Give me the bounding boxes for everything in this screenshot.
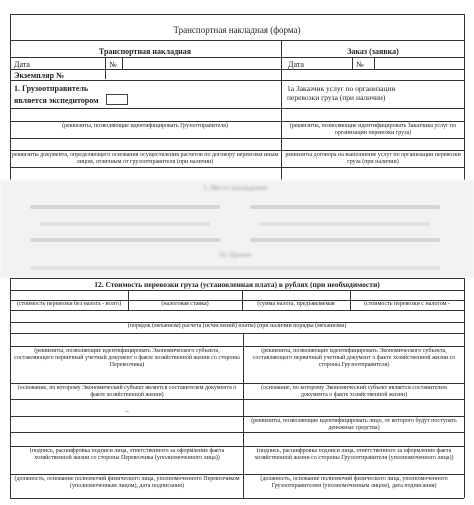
- settlement-doc: реквизиты документа, определяющего основания осуществления расчетов по договору перевозки иным лицом, отличным от грузоотправителя (при наличии): [11, 152, 279, 165]
- signature-shipper: (подпись, расшифровка подписи лица, ответственного за оформление факта хозяйственной жизни со стороны Грузоотправителя (уполномоченного лица)): [254, 448, 454, 461]
- rule: [374, 57, 375, 69]
- rule: [10, 80, 464, 81]
- rule: [10, 108, 464, 109]
- tax-rate: (налоговая ставка): [161, 301, 209, 307]
- position-shipper: (должность, основание полномочий физического лица, уполномоченного Грузоотправителем (уполномоченным лицом), дата подписания): [260, 476, 448, 489]
- order-date-label: Дата: [288, 60, 304, 69]
- dash-placeholder: –: [125, 407, 129, 415]
- form-title: Транспортная накладная (форма): [173, 25, 301, 35]
- shipper-forwarder: является экспедитором: [14, 96, 99, 105]
- blur-bar: [260, 222, 430, 226]
- rule: [122, 57, 123, 69]
- contract-requisites: реквизиты договора на выполнение услуг по организации перевозки груза (при наличии): [285, 152, 461, 165]
- rule: [10, 383, 464, 384]
- cost-without-tax: (стоимость перевозки без налога - всего): [16, 301, 122, 307]
- blur-bar: [30, 238, 220, 242]
- tax-sum: (сумма налога, предъявляемая: [257, 301, 335, 307]
- blur-bar: [40, 222, 210, 226]
- shipper-title: 1. Грузоотправитель: [14, 84, 89, 93]
- blur-bar: [30, 266, 440, 270]
- position-carrier: (должность, основание полномочий физического лица, уполномоченного Перевозчиком (уполномоченным лицом), дата подписания): [14, 476, 240, 489]
- rule: [10, 399, 464, 400]
- rule: [10, 290, 464, 291]
- rule: [10, 333, 464, 334]
- rule: [10, 416, 464, 417]
- rule: [10, 346, 464, 347]
- rule: [10, 432, 464, 433]
- cost-with-tax: (стоимость перевозки с налогом -: [364, 301, 450, 307]
- rule: [10, 446, 464, 447]
- rule: [10, 57, 464, 58]
- econ-subject-carrier: (реквизиты, позволяющие идентифицировать Экономического субъекта, составляющего первичный учетный документ о факте хозяйственной жизни со стороны Перевозчика): [14, 348, 240, 368]
- calc-order: (порядок (механизм) расчета (исчислений) платы) (при наличии порядка (механизма): [127, 323, 347, 329]
- blur-bar: [30, 205, 220, 209]
- blurred-heading-5: 5. Место нахождения: [203, 184, 267, 192]
- econ-subject-shipper: (реквизиты, позволяющие идентифицировать Экономического субъекта, составляющего первичный учетный документ о факте хозяйственной жизни со стороны Грузоотправителя): [252, 348, 456, 368]
- number-label: №: [109, 60, 117, 69]
- rule: [10, 40, 464, 41]
- rule: [10, 167, 464, 168]
- frame-right: [464, 14, 465, 180]
- blur-bar: [250, 205, 440, 209]
- rule: [281, 40, 282, 180]
- waybill-header: Транспортная накладная: [98, 47, 192, 56]
- customer-requisites: (реквизиты, позволяющие идентифицировать Заказчика услуг по организации перевозки груза): [289, 123, 457, 136]
- blurred-region: [0, 180, 474, 278]
- rule: [10, 474, 464, 475]
- rule: [10, 69, 464, 70]
- frame-left-lower: [10, 278, 11, 498]
- order-number-label: №: [356, 60, 364, 69]
- sec12-title: 12. Стоимость перевозки груза (установленная плата) в рублях (при необходимости): [94, 280, 380, 289]
- signature-carrier: (подпись, расшифровка подписи лица, ответственного за оформление факта хозяйственной жизни со стороны Перевозчика (уполномоченного лица)): [29, 448, 225, 461]
- rule: [10, 121, 464, 122]
- rule: [10, 498, 464, 499]
- basis-carrier: (основание, по которому Экономический субъект является составителем документа о факте хозяйственной жизни): [17, 385, 237, 398]
- frame-top: [10, 14, 464, 15]
- blur-bar: [250, 238, 440, 242]
- rule: [10, 310, 464, 311]
- frame-right-lower: [464, 278, 465, 498]
- date-label: Дата: [14, 60, 30, 69]
- customer-title: 1а Заказчик услуг по организации перевозки груза (при наличии): [287, 84, 396, 102]
- rule: [10, 138, 464, 139]
- forwarder-checkbox[interactable]: [106, 94, 128, 105]
- order-header: Заказ (заявка): [347, 47, 399, 56]
- copy-label: Экземпляр №: [14, 71, 65, 80]
- shipper-requisites: (реквизиты, позволяющие идентифицировать Грузоотправителя): [62, 123, 228, 129]
- payer-requisites: (реквизиты, позволяющие идентифицировать лицо, от которого будут поступать денежные средства): [251, 418, 457, 431]
- blurred-heading-10: 10. Прочие: [218, 251, 252, 259]
- rule: [10, 278, 464, 279]
- basis-shipper: (основание, по которому Экономический субъект является составителем документа о факте хозяйственной жизни): [261, 385, 447, 398]
- rule: [10, 150, 464, 151]
